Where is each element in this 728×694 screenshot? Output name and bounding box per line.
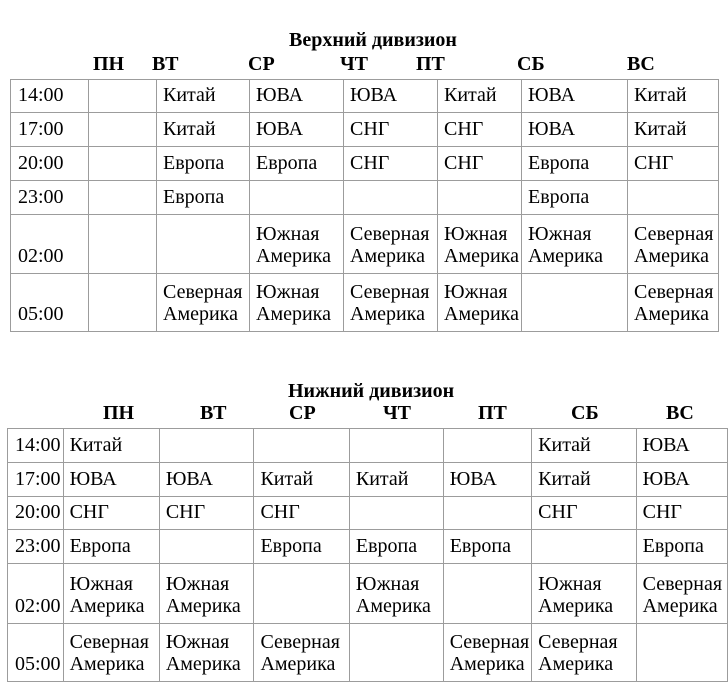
schedule-cell-sun: Китай [628, 113, 719, 147]
schedule-cell-thu: Северная Америка [344, 215, 438, 274]
schedule-cell-fri: СНГ [438, 147, 522, 181]
schedule-cell-thu: Китай [349, 463, 443, 497]
schedule-cell-mon: Северная Америка [63, 624, 159, 682]
time-cell: 02:00 [11, 215, 89, 274]
time-cell: 17:00 [11, 113, 89, 147]
schedule-cell-wed: Европа [254, 530, 349, 564]
schedule-cell-thu: Северная Америка [344, 274, 438, 332]
schedule-cell-tue [159, 530, 254, 564]
schedule-cell-wed: Европа [250, 147, 344, 181]
schedule-cell-tue: Северная Америка [157, 274, 250, 332]
schedule-cell-mon [89, 274, 157, 332]
schedule-cell-sat: Европа [522, 147, 628, 181]
day-header-mon: ПН [93, 53, 125, 75]
schedule-cell-sat: Китай [532, 463, 636, 497]
table-row [11, 147, 719, 181]
table-row [11, 181, 719, 215]
schedule-cell-tue: Китай [157, 113, 250, 147]
schedule-cell-mon: ЮВА [63, 463, 159, 497]
schedule-cell-fri: Китай [438, 80, 522, 113]
schedule-cell-wed: Китай [254, 463, 349, 497]
schedule-cell-sat [522, 274, 628, 332]
table-row [8, 564, 728, 624]
time-cell: 05:00 [11, 274, 89, 332]
schedule-cell-mon: Южная Америка [63, 564, 159, 624]
schedule-cell-thu [349, 624, 443, 682]
schedule-cell-thu: Южная Америка [349, 564, 443, 624]
time-cell: 23:00 [11, 181, 89, 215]
lower-division-title: Нижний дивизион [288, 380, 455, 402]
schedule-cell-wed: СНГ [254, 497, 349, 530]
time-cell: 17:00 [8, 463, 64, 497]
schedule-cell-sun [636, 624, 727, 682]
day-header-thu: ЧТ [383, 402, 412, 424]
schedule-cell-sat: Китай [532, 429, 636, 463]
schedule-cell-fri: Европа [443, 530, 531, 564]
schedule-cell-fri: Южная Америка [438, 215, 522, 274]
schedule-cell-tue: Южная Америка [159, 624, 254, 682]
schedule-cell-wed: ЮВА [250, 113, 344, 147]
time-cell: 23:00 [8, 530, 64, 564]
schedule-cell-sat: Южная Америка [532, 564, 636, 624]
schedule-cell-tue: Южная Америка [159, 564, 254, 624]
day-header-mon: ПН [103, 402, 135, 424]
schedule-cell-fri [443, 497, 531, 530]
schedule-cell-fri: Южная Америка [438, 274, 522, 332]
table-row [8, 530, 728, 564]
schedule-cell-tue [159, 429, 254, 463]
schedule-cell-tue: Китай [157, 80, 250, 113]
schedule-cell-sun: Северная Америка [628, 274, 719, 332]
schedule-cell-mon [89, 181, 157, 215]
schedule-cell-tue: Европа [157, 181, 250, 215]
table-row [8, 624, 728, 682]
schedule-cell-wed: Южная Америка [250, 215, 344, 274]
table-row [11, 113, 719, 147]
day-header-sun: ВС [627, 53, 655, 75]
schedule-cell-mon [89, 147, 157, 181]
day-header-fri: ПТ [416, 53, 445, 75]
day-header-fri: ПТ [478, 402, 507, 424]
time-cell: 14:00 [11, 80, 89, 113]
schedule-cell-sun: СНГ [628, 147, 719, 181]
schedule-cell-sat: СНГ [532, 497, 636, 530]
time-cell: 05:00 [8, 624, 64, 682]
schedule-cell-sat: Северная Америка [532, 624, 636, 682]
schedule-cell-sat: ЮВА [522, 113, 628, 147]
day-header-sun: ВС [666, 402, 694, 424]
schedule-cell-wed [254, 564, 349, 624]
schedule-cell-tue: ЮВА [159, 463, 254, 497]
day-header-wed: СР [248, 53, 275, 75]
schedule-cell-sat: Европа [522, 181, 628, 215]
schedule-cell-thu [349, 429, 443, 463]
schedule-cell-mon: СНГ [63, 497, 159, 530]
schedule-cell-tue: Европа [157, 147, 250, 181]
time-cell: 20:00 [8, 497, 64, 530]
day-header-sat: СБ [571, 402, 599, 424]
upper-division-table [10, 79, 719, 332]
schedule-cell-mon [89, 80, 157, 113]
day-header-thu: ЧТ [340, 53, 369, 75]
schedule-cell-sun: СНГ [636, 497, 727, 530]
schedule-cell-mon [89, 215, 157, 274]
schedule-cell-sat: Южная Америка [522, 215, 628, 274]
schedule-cell-thu: ЮВА [344, 80, 438, 113]
table-row [11, 274, 719, 332]
schedule-cell-fri [443, 564, 531, 624]
schedule-cell-thu: СНГ [344, 147, 438, 181]
day-header-sat: СБ [517, 53, 545, 75]
schedule-cell-wed: Северная Америка [254, 624, 349, 682]
schedule-cell-sun: ЮВА [636, 429, 727, 463]
table-row [8, 429, 728, 463]
schedule-cell-mon: Европа [63, 530, 159, 564]
schedule-cell-sun: Северная Америка [628, 215, 719, 274]
schedule-cell-fri: СНГ [438, 113, 522, 147]
schedule-cell-fri [443, 429, 531, 463]
time-cell: 02:00 [8, 564, 64, 624]
table-row [8, 463, 728, 497]
table-row [11, 80, 719, 113]
schedule-cell-fri: ЮВА [443, 463, 531, 497]
schedule-cell-sun: Европа [636, 530, 727, 564]
schedule-cell-fri [438, 181, 522, 215]
schedule-cell-sun: ЮВА [636, 463, 727, 497]
schedule-cell-sat [532, 530, 636, 564]
schedule-cell-wed [254, 429, 349, 463]
schedule-cell-mon: Китай [63, 429, 159, 463]
schedule-cell-thu [344, 181, 438, 215]
schedule-cell-fri: Северная Америка [443, 624, 531, 682]
table-row [11, 215, 719, 274]
day-header-wed: СР [289, 402, 316, 424]
lower-division-table [7, 428, 728, 682]
schedule-cell-sun [628, 181, 719, 215]
schedule-cell-mon [89, 113, 157, 147]
schedule-cell-wed: Южная Америка [250, 274, 344, 332]
upper-division-title: Верхний дивизион [289, 29, 457, 51]
schedule-cell-wed [250, 181, 344, 215]
time-cell: 20:00 [11, 147, 89, 181]
table-row [8, 497, 728, 530]
day-header-tue: ВТ [152, 53, 179, 75]
schedule-cell-sun: Северная Америка [636, 564, 727, 624]
schedule-cell-sat: ЮВА [522, 80, 628, 113]
schedule-cell-tue [157, 215, 250, 274]
schedule-cell-thu: Европа [349, 530, 443, 564]
schedule-cell-thu [349, 497, 443, 530]
time-cell: 14:00 [8, 429, 64, 463]
day-header-tue: ВТ [200, 402, 227, 424]
schedule-cell-tue: СНГ [159, 497, 254, 530]
schedule-cell-sun: Китай [628, 80, 719, 113]
schedule-cell-thu: СНГ [344, 113, 438, 147]
schedule-cell-wed: ЮВА [250, 80, 344, 113]
